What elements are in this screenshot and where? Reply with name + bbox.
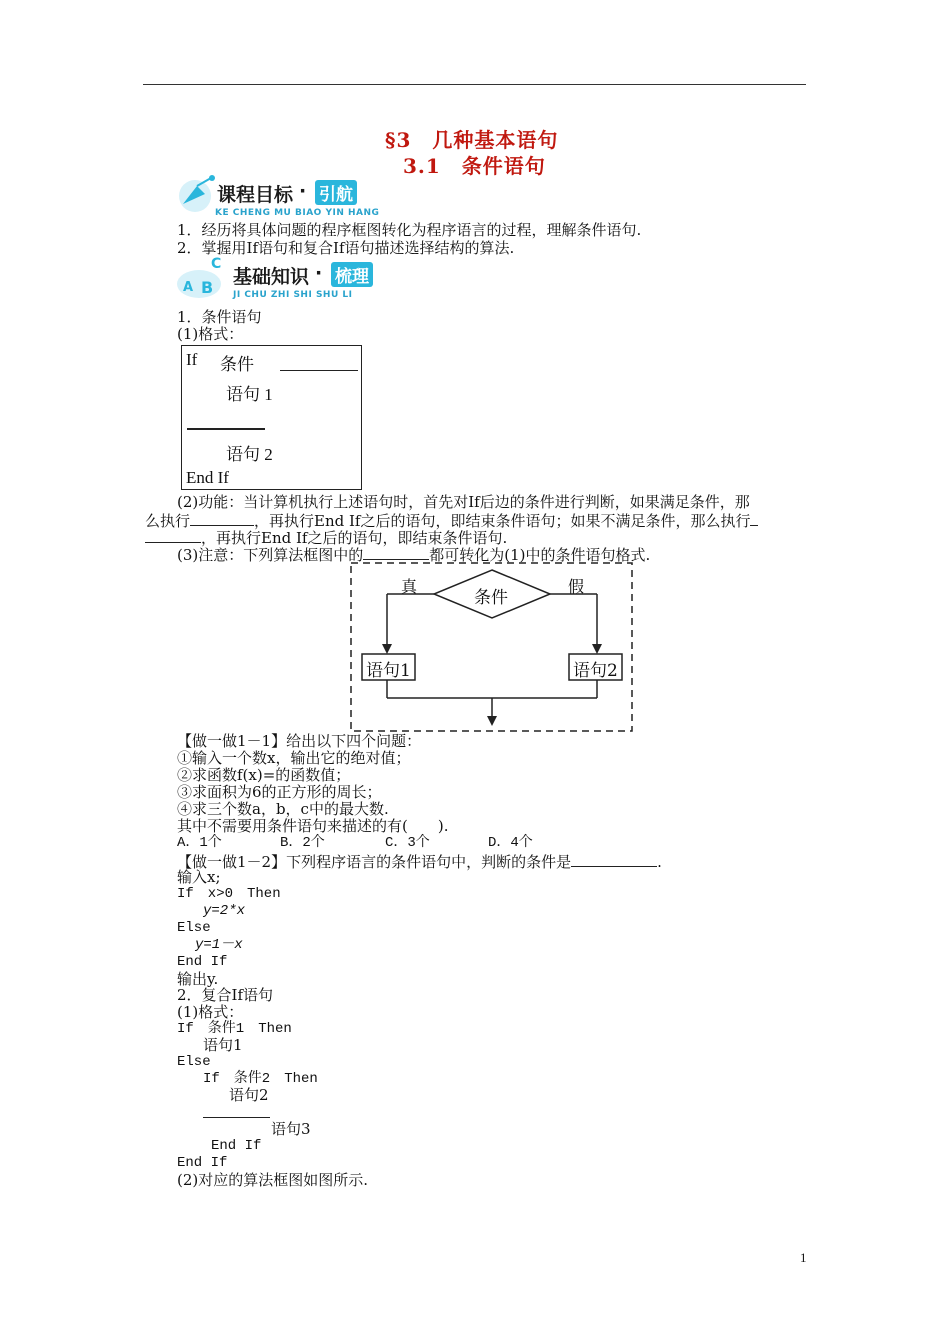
- code-line-4: Else: [177, 920, 211, 936]
- if-format-box: [181, 345, 362, 490]
- answer-blank: [571, 852, 657, 867]
- compound-code-2: 语句1: [203, 1036, 243, 1054]
- code-line-1: 输入x;: [177, 868, 221, 886]
- compound-code-7: End If: [211, 1138, 262, 1154]
- banner-label: 课程目标: [217, 184, 294, 206]
- false-label: 假: [568, 577, 585, 596]
- banner-tag: 引航: [315, 180, 357, 205]
- exercise-1-1-title: 【做一做1－1】给出以下四个问题：: [177, 732, 422, 750]
- else-blank: [187, 428, 265, 430]
- code-line-5: y=1－x: [195, 937, 243, 953]
- banner-pinyin: JI CHU ZHI SHI SHU LI: [233, 290, 353, 300]
- code-line-6: End If: [177, 954, 228, 970]
- banner-label: 基础知识: [233, 266, 310, 288]
- basic-knowledge-banner: [175, 256, 405, 302]
- cond-heading: 1．条件语句: [177, 308, 262, 326]
- satellite-icon: [175, 174, 219, 218]
- compound-code-6: 语句3: [271, 1120, 311, 1138]
- compound-code-1: If 条件1 Then: [177, 1021, 292, 1037]
- compound-format-label: (1)格式：: [177, 1003, 244, 1021]
- box1-label: 语句1: [366, 661, 411, 681]
- answer-blank: [190, 511, 254, 526]
- option-a: A．1个: [177, 835, 222, 851]
- option-b: B．2个: [280, 835, 325, 851]
- section-title: §3 几种基本语句: [385, 128, 559, 152]
- exercise-question: 其中不需要用条件语句来描述的有( ).: [177, 817, 449, 835]
- option-c: C．3个: [385, 835, 430, 851]
- answer-blank: [750, 511, 758, 526]
- letter-c: C: [211, 256, 222, 272]
- compound-code-5: 语句2: [229, 1086, 269, 1104]
- exercise-item-4: ④求三个数a，b，c中的最大数.: [177, 800, 389, 818]
- course-goal-banner: [175, 174, 385, 220]
- arrow-head-right: [592, 644, 602, 654]
- code-line-2: If x>0 Then: [177, 886, 281, 902]
- banner-tag: 梳理: [331, 262, 373, 287]
- exercise-item-2: ②求函数f(x)=的函数值；: [177, 766, 351, 784]
- exercise-item-3: ③求面积为6的正方形的周长；: [177, 783, 382, 801]
- note-text-b: 都可转化为(1)中的条件语句格式.: [429, 546, 651, 564]
- statement-1: 语句 1: [226, 385, 273, 404]
- code-line-3: y=2*x: [203, 903, 246, 919]
- goal-2: 2．掌握用If语句和复合If语句描述选择结构的算法.: [177, 239, 515, 257]
- statement-2: 语句 2: [226, 445, 273, 464]
- arrow-head-left: [382, 644, 392, 654]
- code-line-7: 输出y.: [177, 970, 219, 988]
- diamond-label: 条件: [474, 588, 508, 608]
- banner-dot: ·: [315, 262, 323, 284]
- compound-heading: 2．复合If语句: [177, 986, 274, 1004]
- goal-1: 1．经历将具体问题的程序框图转化为程序语言的过程，理解条件语句.: [177, 221, 642, 239]
- answer-blank: [145, 528, 201, 543]
- exercise-1-2-title: [177, 852, 662, 871]
- exercise-1-2-end: .: [657, 853, 662, 871]
- function-text-c: ，再执行End If之后的语句，即结束条件语句.: [201, 529, 508, 547]
- box2-label: 语句2: [573, 661, 618, 681]
- end-if: End If: [186, 468, 229, 487]
- answer-blank: [203, 1117, 270, 1118]
- note-text-a: (3)注意：下列算法框图中的: [177, 546, 364, 564]
- true-label: 真: [401, 577, 418, 596]
- exit-arrow: [487, 716, 497, 726]
- compound-tail: (2)对应的算法框图如图所示.: [177, 1171, 369, 1189]
- function-line-1: (2)功能：当计算机执行上述语句时，首先对If后边的条件进行判断，如果满足条件，那: [177, 493, 750, 511]
- condition-text: 条件: [220, 355, 254, 374]
- function-text-b: ，再执行End If之后的语句，即结束条件语句；如果不满足条件，那么执行: [254, 512, 751, 530]
- subsection-title: 3.1 条件语句: [403, 154, 546, 178]
- if-keyword: If: [186, 350, 198, 369]
- exercise-item-1: ①输入一个数x，输出它的绝对值；: [177, 749, 411, 767]
- letter-a: A: [183, 280, 194, 295]
- compound-code-8: End If: [177, 1155, 228, 1171]
- banner-dot: ·: [299, 180, 307, 202]
- then-blank: [280, 370, 358, 371]
- compound-code-3: Else: [177, 1054, 211, 1070]
- compound-code-4: If 条件2 Then: [203, 1071, 318, 1087]
- exercise-1-2-text: 【做一做1－2】下列程序语言的条件语句中，判断的条件是: [177, 853, 572, 871]
- header-rule: [143, 84, 806, 85]
- function-text-a: 么执行: [145, 512, 191, 530]
- option-d: D．4个: [488, 835, 533, 851]
- letter-b: B: [201, 278, 214, 297]
- cond-format-label: (1)格式：: [177, 325, 244, 343]
- banner-pinyin: KE CHENG MU BIAO YIN HANG: [215, 208, 380, 218]
- page-number: 1: [800, 1250, 807, 1265]
